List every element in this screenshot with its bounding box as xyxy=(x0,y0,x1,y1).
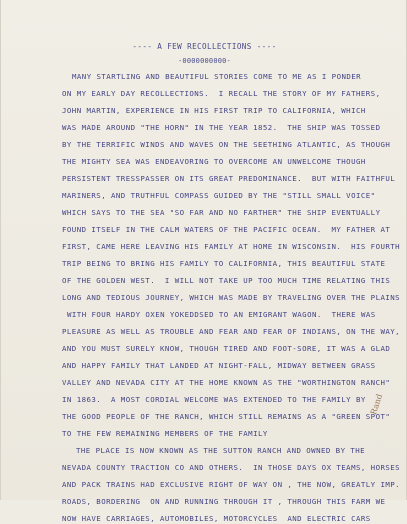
text-line: JOHN MARTIN, EXPERIENCE IN HIS FIRST TRIP TO CALIFORNIA, WHICH xyxy=(62,106,366,115)
document-body xyxy=(1,0,407,523)
text-line: NEVADA COUNTY TRACTION CO AND OTHERS. IN THOSE DAYS OX TEAMS, HORSES xyxy=(62,463,401,472)
text-line: WAS MADE AROUND "THE HORN" IN THE YEAR 1852. THE SHIP WAS TOSSED xyxy=(62,123,381,132)
text-line: ON MY EARLY DAY RECOLLECTIONS. I RECALL THE STORY OF MY FATHERS, xyxy=(62,89,381,98)
text-line: MARINERS, AND TRUTHFUL COMPASS GUIDED BY THE "STILL SMALL VOICE" xyxy=(62,191,376,200)
text-line: WITH FOUR HARDY OXEN YOKEDDSED TO AN EMIGRANT WAGON. THERE WAS xyxy=(67,310,376,319)
text-line: ROADS, BORDERING ON AND RUNNING THROUGH IT , THROUGH THIS FARM WE xyxy=(62,497,386,506)
handwritten-margin-note: Rand xyxy=(369,392,385,416)
text-line: WHICH SAYS TO THE SEA "SO FAR AND NO FARTHER" THE SHIP EVENTUALLY xyxy=(62,208,381,217)
text-line: BY THE TERRIFIC WINDS AND WAVES ON THE SEETHING ATLANTIC, AS THOUGH xyxy=(62,140,391,149)
text-line: LONG AND TEDIOUS JOURNEY, WHICH WAS MADE BY TRAVELING OVER THE PLAINS xyxy=(62,293,401,302)
text-line: FIRST, CAME HERE LEAVING HIS FAMILY AT HOME IN WISCONSIN. HIS FOURTH xyxy=(62,242,401,251)
text-line: IN 1863. A MOST CORDIAL WELCOME WAS EXTENDED TO THE FAMILY BY xyxy=(62,395,366,404)
text-line: TRIP BEING TO BRING HIS FAMILY TO CALIFORNIA, THIS BEAUTIFUL STATE xyxy=(62,259,386,268)
text-line: MANY STARTLING AND BEAUTIFUL STORIES COME TO ME AS I PONDER xyxy=(72,72,362,81)
text-line: TO THE FEW REMAINING MEMBERS OF THE FAMILY xyxy=(62,429,268,438)
text-line: THE PLACE IS NOW KNOWN AS THE SUTTON RANCH AND OWNED BY THE xyxy=(76,446,366,455)
text-line: PERSISTENT TRESSPASSER ON ITS GREAT PREDOMINANCE. BUT WITH FAITHFUL xyxy=(62,174,396,183)
text-line: NOW HAVE CARRIAGES, AUTOMOBILES, MOTORCYCLES AND ELECTRIC CARS xyxy=(62,514,371,523)
text-line: VALLEY AND NEVADA CITY AT THE HOME KNOWN AS THE "WORTHINGTON RANCH" xyxy=(62,378,391,387)
text-line: AND HAPPY FAMILY THAT LANDED AT NIGHT-FALL, MIDWAY BETWEEN GRASS xyxy=(62,361,376,370)
text-line: PLEASURE AS WELL AS TROUBLE AND FEAR AND FEAR OF INDIANS, ON THE WAY, xyxy=(62,327,401,336)
text-line: FOUND ITSELF IN THE CALM WATERS OF THE PACIFIC OCEAN. MY FATHER AT xyxy=(62,225,391,234)
title-divider: -0000000000- xyxy=(178,57,231,65)
text-line: AND YOU MUST SURELY KNOW, THOUGH TIRED AND FOOT-SORE, IT WAS A GLAD xyxy=(62,344,391,353)
text-line: THE MIGHTY SEA WAS ENDEAVORING TO OVERCOME AN UNWELCOME THOUGH xyxy=(62,157,366,166)
text-line: THE GOOD PEOPLE OF THE RANCH, WHICH STILL REMAINS AS A "GREEN SPOT" xyxy=(62,412,391,421)
text-line: AND PACK TRAINS HAD EXCLUSIVE RIGHT OF WAY ON , THE NOW, GREATLY IMP. xyxy=(62,480,401,489)
document-title: ---- A FEW RECOLLECTIONS ---- xyxy=(132,42,277,51)
text-line: OF THE GOLDEN WEST. I WILL NOT TAKE UP TOO MUCH TIME RELATING THIS xyxy=(62,276,391,285)
